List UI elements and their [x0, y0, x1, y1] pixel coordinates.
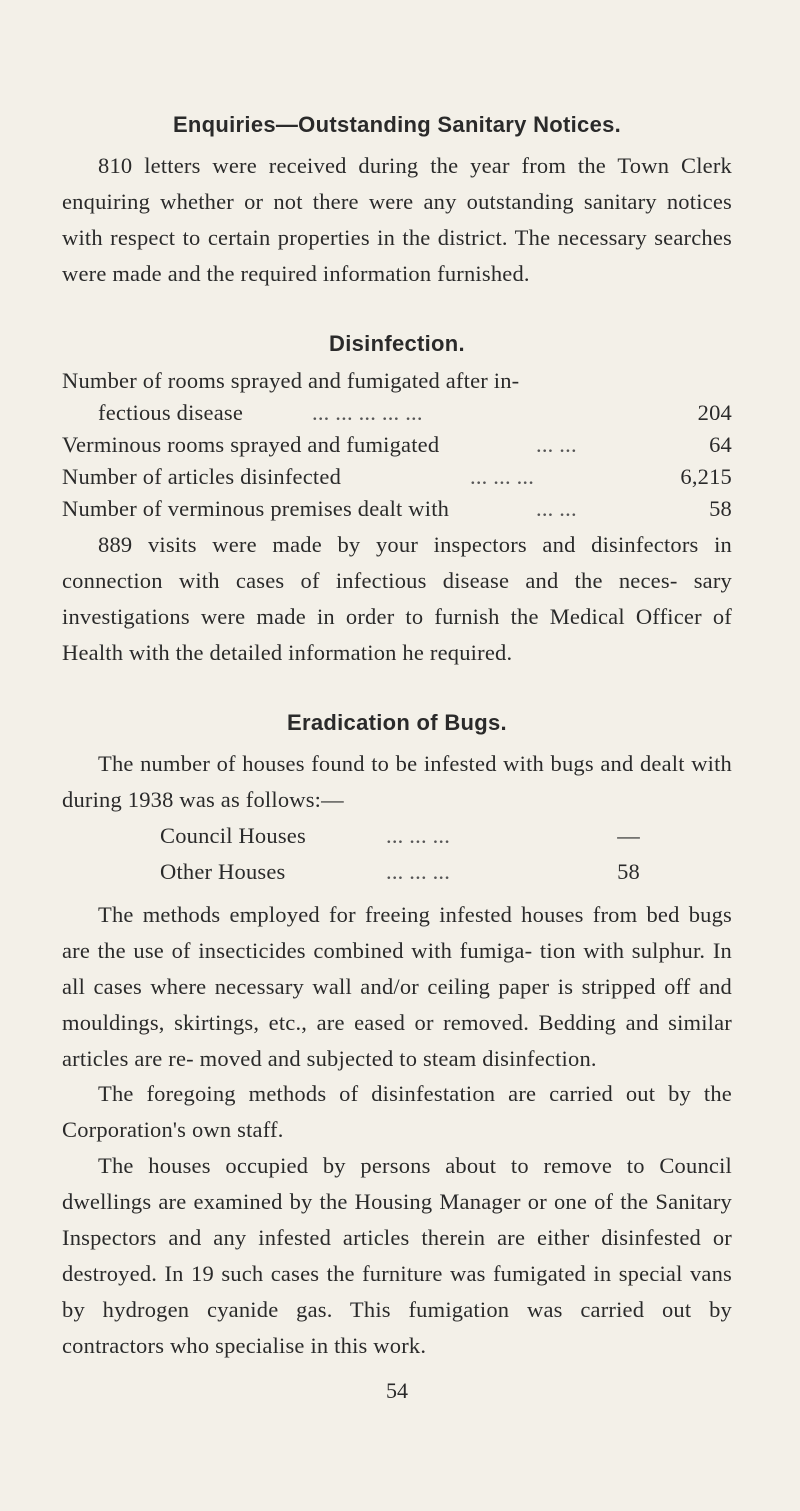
- row-value: 58: [617, 859, 640, 884]
- enquiries-heading: Enquiries—Outstanding Sanitary Notices.: [172, 112, 622, 137]
- row-label: Council Houses: [160, 823, 306, 848]
- row-value: —: [617, 823, 640, 848]
- leader-dots: ... ... ...: [386, 859, 451, 884]
- row-label: Number of rooms sprayed and fumigated after in-: [62, 368, 520, 393]
- leader-dots: ... ... ... ... ...: [312, 400, 423, 425]
- bugs-paragraph-3: The houses occupied by persons about to remove to Council dwellings are examined by the Housing Manager or one of the Sanitary Inspectors and any infested articles therein are either disinfested or destroyed. In 19 such cases the furniture was fumigated in special vans by hydrogen cyanide gas. This fumigation was carried out by contractors who specialise in this work.: [62, 1153, 732, 1358]
- leader-dots: ... ...: [536, 432, 577, 457]
- row-value: 64: [709, 432, 732, 457]
- row-label: Verminous rooms sprayed and fumigated: [62, 432, 440, 457]
- disinfection-row-3: [62, 459, 732, 495]
- bugs-row-council: [62, 818, 732, 854]
- leader-dots: ... ...: [536, 496, 577, 521]
- bugs-paragraph-2: The foregoing methods of disinfestation are carried out by the Corporation's own staff.: [62, 1081, 732, 1142]
- row-label: Number of verminous premises dealt with: [62, 496, 450, 521]
- bugs-row-other: [62, 854, 732, 890]
- disinfection-heading: Disinfection.: [329, 331, 465, 356]
- bugs-heading: Eradication of Bugs.: [287, 710, 507, 735]
- disinfection-row-4: [62, 491, 732, 527]
- row-label: Number of articles disinfected: [62, 464, 342, 489]
- row-label: fectious disease: [98, 400, 244, 425]
- disinfection-row-1b: [62, 395, 732, 431]
- row-value: 204: [697, 400, 732, 425]
- bugs-intro: The number of houses found to be infested with bugs and dealt with during 1938 was as follows:—: [62, 751, 732, 812]
- leader-dots: ... ... ...: [470, 464, 535, 489]
- row-value: 58: [709, 496, 732, 521]
- disinfection-row-1a: [62, 363, 732, 399]
- page-number: 54: [386, 1378, 408, 1403]
- disinfection-paragraph: 889 visits were made by your inspectors and disinfectors in connection with cases of infectious disease and the neces- sary investigations were made in order to furnish the Medical Officer of Health with the detailed information he required.: [62, 532, 732, 665]
- row-value: 6,215: [680, 464, 732, 489]
- row-label: Other Houses: [160, 859, 286, 884]
- enquiries-paragraph: 810 letters were received during the year from the Town Clerk enquiring whether or not there were any outstanding sanitary notices with respect to certain properties in the district. The necessary searches were made and the required information furnished.: [62, 153, 732, 286]
- disinfection-row-2: [62, 427, 732, 463]
- bugs-paragraph-1: The methods employed for freeing infested houses from bed bugs are the use of insecticides combined with fumiga- tion with sulphur. In all cases where necessary wall and/or ceiling paper is stripped off and mouldings, skirtings, etc., are eased or removed. Bedding and similar articles are re- moved and subjected to steam disinfection.: [62, 902, 732, 1071]
- leader-dots: ... ... ...: [386, 823, 451, 848]
- document-page: [62, 0, 732, 1511]
